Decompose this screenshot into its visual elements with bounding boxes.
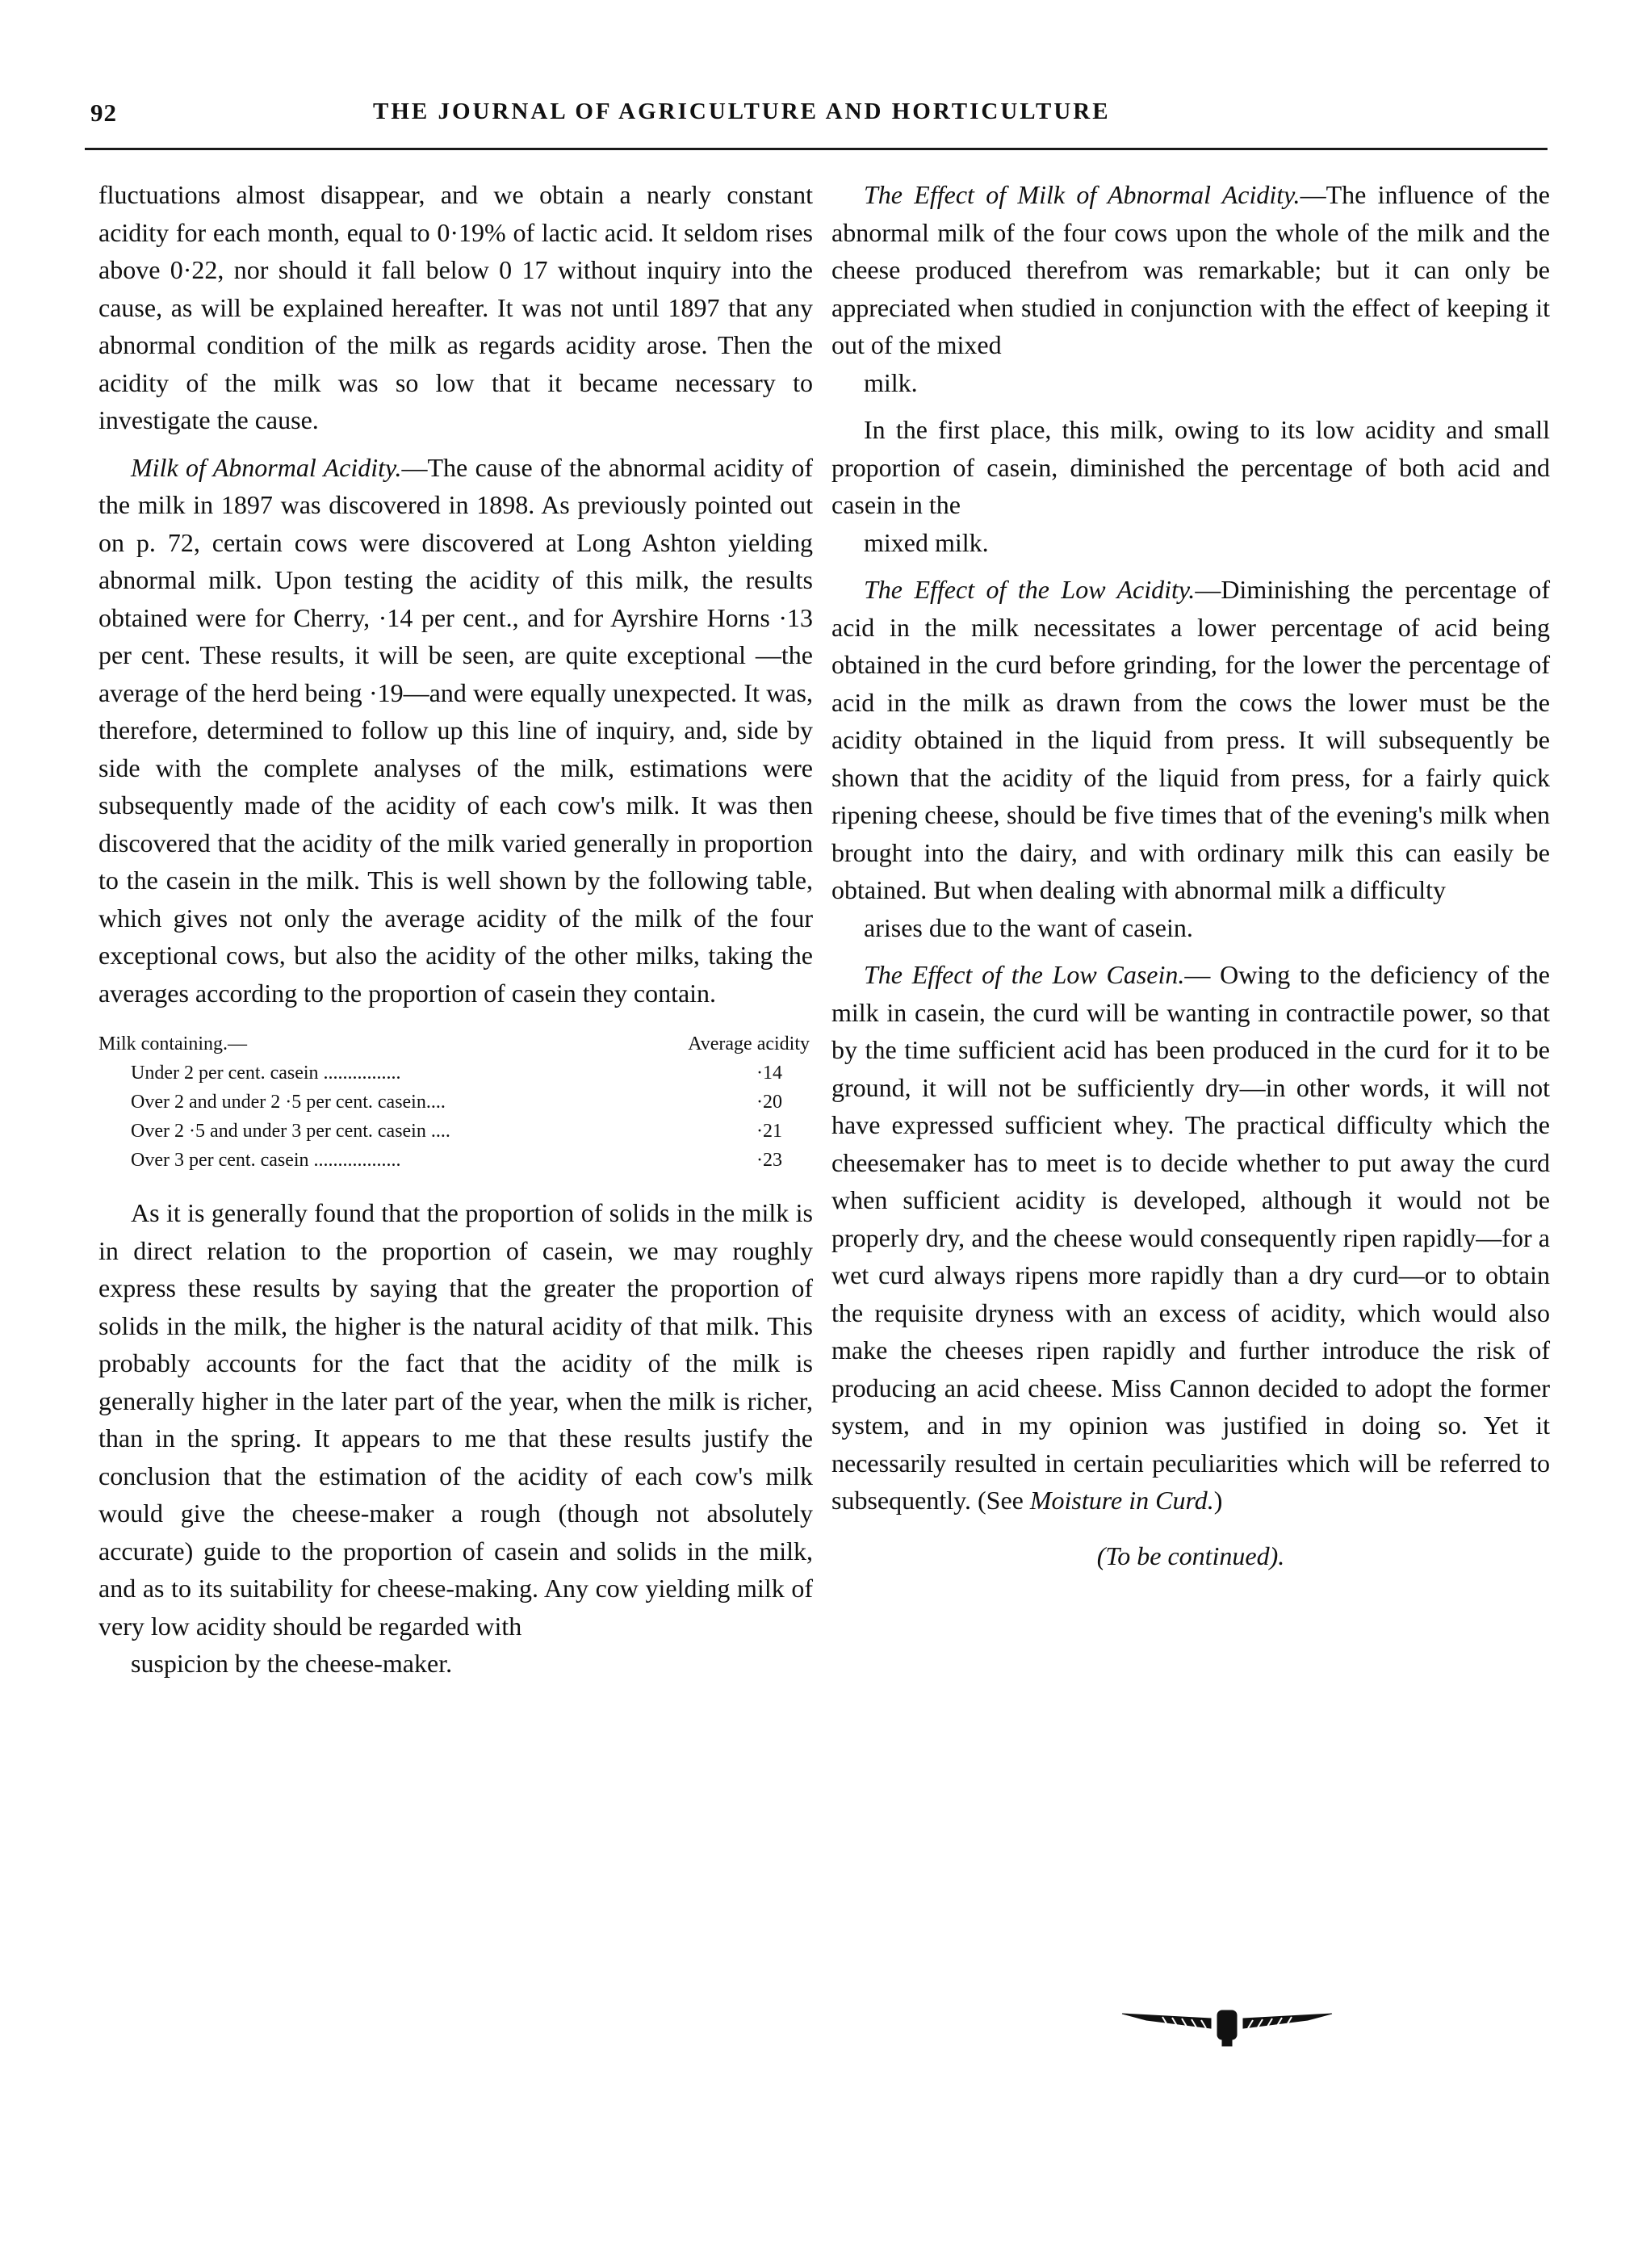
paragraph-last-line: mixed milk.	[864, 527, 989, 557]
paragraph	[831, 956, 1550, 1520]
paragraph-last-line: milk.	[864, 367, 918, 397]
section-heading: The Effect of the Low Casein.	[864, 960, 1185, 989]
table-column-header: Milk containing.—	[98, 1033, 247, 1054]
table-row	[98, 1059, 813, 1088]
table-column-header: Average acidity	[688, 1033, 810, 1054]
header-rule	[85, 148, 1548, 150]
paragraph	[98, 449, 813, 1012]
running-title: THE JOURNAL OF AGRICULTURE AND HORTICULTURE	[373, 99, 1111, 124]
paragraph-body: As it is generally found that the proportion of solids in the milk is in direct relation to the proportion of casein, we may roughly express these results by saying that the greater the proportion of solids in the milk, the higher is the natural acidity of that milk. This probably accounts for the fact that the acidity of the milk is generally higher in the later part of the year, when the milk is richer, than in the spring. It appears to me that these results justify the conclusion that the estimation of the acidity of each cow's milk would give the cheese-maker a rough (though not absolutely accurate) guide to the proportion of casein and solids in the milk, and as to its suitability for cheese-making. Any cow yielding milk of very low acidity should be regarded with	[98, 1198, 813, 1641]
table-cell-label: Under 2 per cent. casein ................	[131, 1063, 401, 1084]
table-row	[98, 1146, 813, 1175]
table-cell-label: Over 2 ·5 and under 3 per cent. casein ....	[131, 1121, 450, 1142]
table-header	[98, 1029, 813, 1059]
paragraph-last-line: suspicion by the cheese-maker.	[131, 1649, 453, 1678]
table-cell-label: Over 2 and under 2 ·5 per cent. casein....	[131, 1092, 446, 1113]
table-cell-value: ·14	[756, 1063, 782, 1084]
acidity-table	[98, 1029, 813, 1175]
page-header	[90, 99, 1548, 147]
left-column	[98, 176, 813, 1683]
paragraph-close: )	[1213, 1486, 1223, 1515]
paragraph-body: — Owing to the deficiency of the milk in casein, the curd will be wanting in contractile power, so that by the time sufficient acid has been produced in the curd for it to be ground, it will not be sufficiently dry—in other words, it will not have expressed sufficient whey. The practical difficulty which the cheesemaker has to meet is to decide whether to put away the curd when sufficient acidity is developed, although it would not be properly dry, and the cheese would consequently ripen rapidly—for a wet curd always ripens more rapidly than a dry curd—or to obtain the requisite dryness with an excess of acidity, which would also make the cheeses ripen rapidly and further introduce the risk of producing an acid cheese. Miss Cannon decided to adopt the former system, and in my opinion was justified in doing so. Yet it necessarily resulted in certain peculiarities which will be referred to subsequently. (See	[831, 960, 1551, 1515]
paragraph	[98, 1194, 813, 1683]
paragraph-body: In the first place, this milk, owing to its low acidity and small proportion of casein, diminished the percentage of both acid and casein in the	[831, 415, 1550, 519]
paragraph-body: —The influence of the abnormal milk of the four cows upon the whole of the milk and the cheese produced therefrom was remarkable; but it can only be appreciated when studied in conjunction with the effect of keeping it out of the mixed	[831, 180, 1551, 359]
table-row	[98, 1088, 813, 1117]
page-number: 92	[90, 99, 117, 127]
table-cell-label: Over 3 per cent. casein ..................	[131, 1150, 401, 1171]
continued-note: (To be continued).	[1096, 1541, 1285, 1570]
right-column	[831, 176, 1550, 1574]
section-heading: Milk of Abnormal Acidity.	[131, 452, 402, 482]
paragraph	[831, 571, 1550, 946]
winged-ornament-icon	[1114, 1994, 1340, 2051]
table-cell-value: ·21	[756, 1121, 782, 1142]
cross-reference: Moisture in Curd.	[1029, 1486, 1214, 1515]
paragraph-last-line: arises due to the want of casein.	[864, 912, 1193, 942]
section-heading: The Effect of the Low Acidity.	[864, 575, 1196, 604]
paragraph	[831, 411, 1550, 561]
paragraph-body: —Diminishing the percentage of acid in the milk necessitates a lower percentage of acid being obtained in the curd before grinding, for the lower the percentage of acid in the milk as drawn from the cows the lower must be the acidity obtained in the liquid from press. It will subsequently be shown that the acidity of the liquid from press, for a fairly quick ripening cheese, should be five times that of the evening's milk when brought into the dairy, and with ordinary milk this can easily be obtained. But when dealing with abnormal milk a difficulty	[831, 575, 1551, 904]
section-heading: The Effect of Milk of Abnormal Acidity.	[864, 180, 1300, 209]
paragraph	[831, 176, 1550, 401]
table-row	[98, 1117, 813, 1146]
table-cell-value: ·20	[756, 1092, 782, 1113]
paragraph: fluctuations almost disappear, and we obtain a nearly constant acidity for each month, equal to 0·19% of lactic acid. It seldom rises above 0·22, nor should it fall below 0 17 without inquiry into the cause, as will be explained hereafter. It was not until 1897 that any abnormal condition of the milk as regards acidity arose. Then the acidity of the milk was so low that it became necessary to investigate the cause.	[98, 180, 813, 434]
paragraph-body: —The cause of the abnormal acidity of the milk in 1897 was discovered in 1898. As previously pointed out on p. 72, certain cows were discovered at Long Ashton yielding abnormal milk. Upon testing the acidity of this milk, the results obtained were for Cherry, ·14 per cent., and for Ayrshire Horns ·13 per cent. These results, it will be seen, are quite exceptional —the average of the herd being ·19—and were equally unexpected. It was, therefore, determined to follow up this line of inquiry, and, side by side with the complete analyses of the milk, estimations were subsequently made of the acidity of each cow's milk. It was then discovered that the acidity of the milk varied generally in proportion to the casein in the milk. This is well shown by the following table, which gives not only the average acidity of the milk of the four exceptional cows, but also the acidity of the other milks, taking the averages according to the proportion of casein they contain.	[98, 452, 814, 1008]
table-cell-value: ·23	[756, 1150, 782, 1171]
